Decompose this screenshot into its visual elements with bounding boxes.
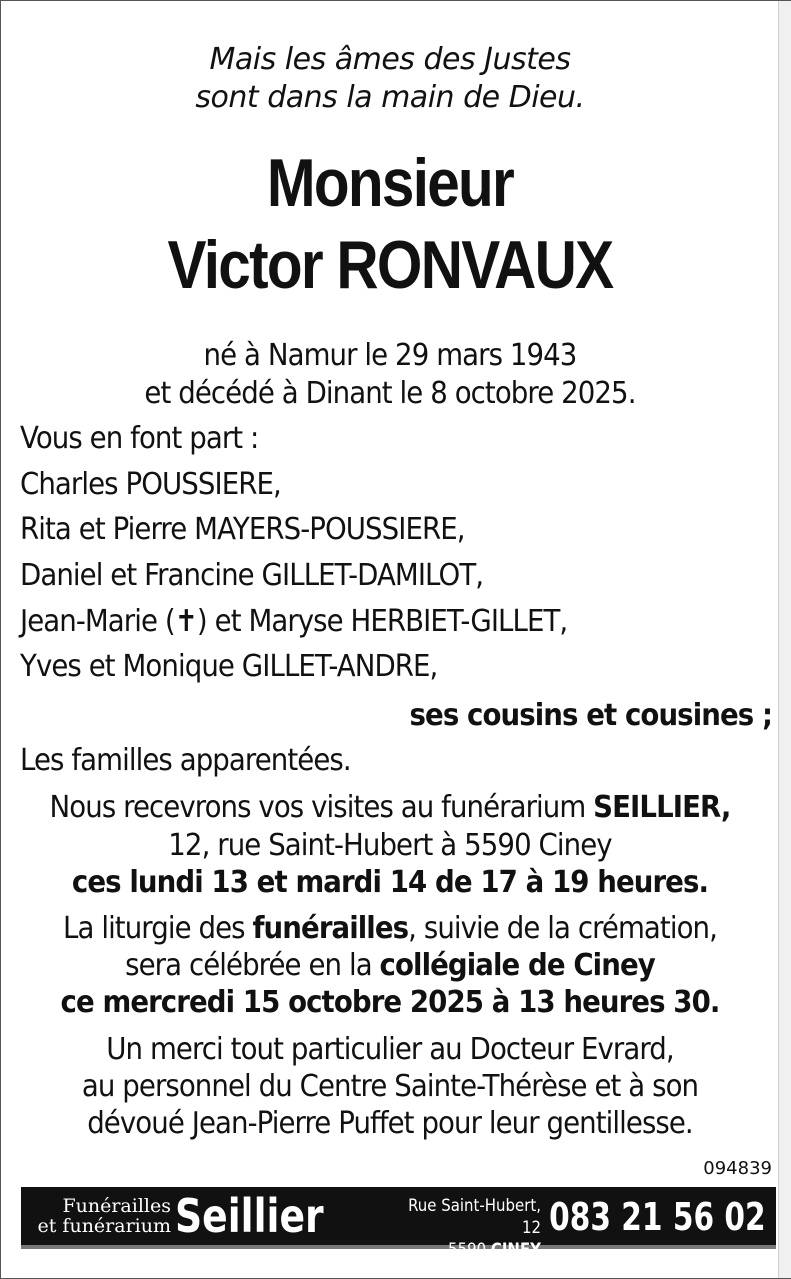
funeral-line-2: [32, 948, 748, 984]
banner-phone: 083 21 56 02: [549, 1195, 766, 1239]
quote-line-1: Mais les âmes des Justes: [209, 42, 571, 77]
funeral-text: sera célébrée en la: [125, 948, 380, 983]
page-gutter: [778, 1, 791, 1278]
banner-tagline-line-2: et funérarium: [37, 1215, 171, 1237]
funeral-home-banner: [21, 1187, 776, 1260]
family-member-text: ) et Maryse HERBIET-GILLET,: [196, 604, 568, 639]
banner-postcode: 5590: [448, 1240, 491, 1260]
funeral-home-name: SEILLIER,: [593, 790, 731, 825]
funeral-text: , suivie de la crémation,: [408, 911, 717, 946]
banner-street: Rue Saint-Hubert, 12: [408, 1196, 541, 1238]
banner-tagline: [29, 1196, 171, 1236]
reference-number: 094839: [703, 1158, 772, 1179]
quote-line-2: sont dans la main de Dieu.: [195, 80, 585, 115]
banner-tagline-line-1: Funérailles: [62, 1195, 171, 1217]
thanks-line-2: au personnel du Centre Sainte-Thérèse et à son: [81, 1069, 699, 1104]
family-member: Daniel et Francine GILLET-DAMILOT,: [20, 558, 484, 593]
death-line: et décédé à Dinant le 8 octobre 2025.: [144, 376, 636, 411]
family-member: Charles POUSSIERE,: [20, 467, 281, 502]
funeral-line-1: [32, 911, 748, 947]
family-member: Rita et Pierre MAYERS-POUSSIERE,: [20, 512, 465, 547]
brand-logo: Seillier: [175, 1189, 324, 1243]
family-others: Les familles apparentées.: [20, 743, 351, 778]
banner-city-line: [393, 1239, 541, 1261]
thanks-line-1: Un merci tout particulier au Docteur Evrard,: [106, 1032, 674, 1067]
banner-city: CINEY: [490, 1240, 541, 1260]
birth-line: né à Namur le 29 mars 1943: [203, 338, 577, 373]
thanks-line-3: dévoué Jean-Pierre Puffet pour leur gentillesse.: [87, 1106, 693, 1141]
family-member: [20, 604, 567, 640]
funeral-datetime: ce mercredi 15 octobre 2025 à 13 heures 30.: [60, 985, 720, 1020]
funeral-venue: collégiale de Ciney: [379, 948, 655, 983]
visits-schedule: ces lundi 13 et mardi 14 de 17 à 19 heures.: [71, 865, 709, 900]
funeral-text: La liturgie des: [63, 911, 253, 946]
family-member-text: Jean-Marie (: [20, 604, 175, 639]
funeral-keyword: funérailles: [252, 911, 409, 946]
family-relation: ses cousins et cousines ;: [409, 698, 772, 733]
title-name: Victor RONVAUX: [167, 227, 613, 303]
title-honorific: Monsieur: [266, 145, 514, 221]
family-intro: Vous en font part :: [20, 421, 259, 456]
visits-text: Nous recevrons vos visites au funérarium: [49, 790, 594, 825]
banner-address: [393, 1195, 541, 1261]
visits-address: 12, rue Saint-Hubert à 5590 Ciney: [168, 828, 612, 863]
family-member: Yves et Monique GILLET-ANDRE,: [20, 649, 438, 684]
cross-icon: ✝: [174, 604, 197, 639]
visits-line-1: [32, 790, 748, 826]
